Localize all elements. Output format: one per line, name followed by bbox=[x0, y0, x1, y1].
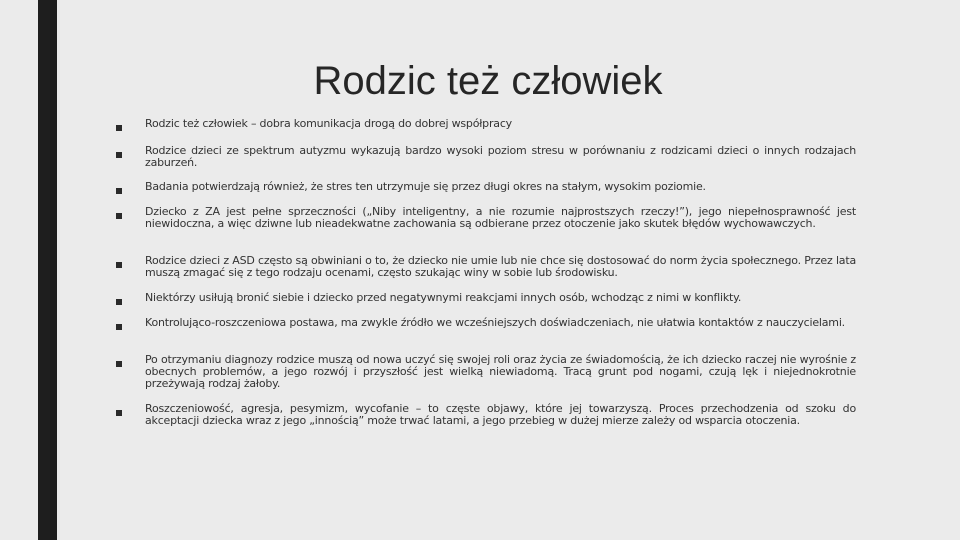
bullet-item bbox=[116, 403, 856, 427]
square-bullet-icon bbox=[116, 262, 122, 268]
bullet-text: Rodzice dzieci ze spektrum autyzmu wykazują bardzo wysoki poziom stresu w porównaniu z rodzicami dzieci o innych rodzajach zaburzeń. bbox=[145, 144, 856, 169]
square-bullet-icon bbox=[116, 324, 122, 330]
bullet-item bbox=[116, 317, 856, 330]
bullet-text: Rodzice dzieci z ASD często są obwiniani o to, że dziecko nie umie lub nie chce się dostosować do norm życia społecznego. Przez lata muszą zmagać się z tego rodzaju ocenami, często szukając winy w sobie lub środowisku. bbox=[145, 254, 856, 279]
bullet-item bbox=[116, 206, 856, 230]
bullet-text: Dziecko z ZA jest pełne sprzeczności („Niby inteligentny, a nie rozumie najprostszych rzeczy!”), jego niepełnosprawność jest niewidoczna, a więc dziwne lub nieadekwatne zachowania są odbierane przez otoczenie jako skutek błędów wychowawczych. bbox=[145, 205, 856, 230]
bullet-text: Po otrzymaniu diagnozy rodzice muszą od nowa uczyć się swojej roli oraz życia ze świadomością, że ich dziecko raczej nie wyrośnie z obecnych problemów, a jego rozwój i przyszłość jest wielką niewiadomą. Tracą grunt pod nogami, czują lęk i niejednokrotnie przeżywają rodzaj żałoby. bbox=[145, 353, 856, 390]
square-bullet-icon bbox=[116, 213, 122, 219]
left-accent-bar bbox=[38, 0, 57, 540]
square-bullet-icon bbox=[116, 152, 122, 158]
bullet-text: Rodzic też człowiek – dobra komunikacja drogą do dobrej współpracy bbox=[145, 117, 512, 130]
square-bullet-icon bbox=[116, 299, 122, 305]
bullet-item bbox=[116, 354, 856, 390]
bullet-item bbox=[116, 118, 856, 131]
bullet-text: Kontrolująco-roszczeniowa postawa, ma zwykle źródło we wcześniejszych doświadczeniach, nie ułatwia kontaktów z nauczycielami. bbox=[145, 316, 845, 329]
bullet-item bbox=[116, 292, 856, 305]
bullet-text: Roszczeniowość, agresja, pesymizm, wycofanie – to częste objawy, które jej towarzyszą. Proces przechodzenia od szoku do akceptacji dziecka wraz z jego „innością” może trwać latami, a jego przebieg w dużej mierze zależy od wsparcia otoczenia. bbox=[145, 402, 856, 427]
bullet-text: Badania potwierdzają również, że stres ten utrzymuje się przez długi okres na stałym, wysokim poziomie. bbox=[145, 180, 706, 193]
bullet-text: Niektórzy usiłują bronić siebie i dziecko przed negatywnymi reakcjami innych osób, wchodząc z nimi w konflikty. bbox=[145, 291, 742, 304]
square-bullet-icon bbox=[116, 361, 122, 367]
square-bullet-icon bbox=[116, 188, 122, 194]
square-bullet-icon bbox=[116, 125, 122, 131]
bullet-item bbox=[116, 255, 856, 279]
bullet-item bbox=[116, 181, 856, 194]
square-bullet-icon bbox=[116, 410, 122, 416]
bullet-item bbox=[116, 145, 856, 169]
slide-title: Rodzic też człowiek bbox=[313, 59, 663, 103]
